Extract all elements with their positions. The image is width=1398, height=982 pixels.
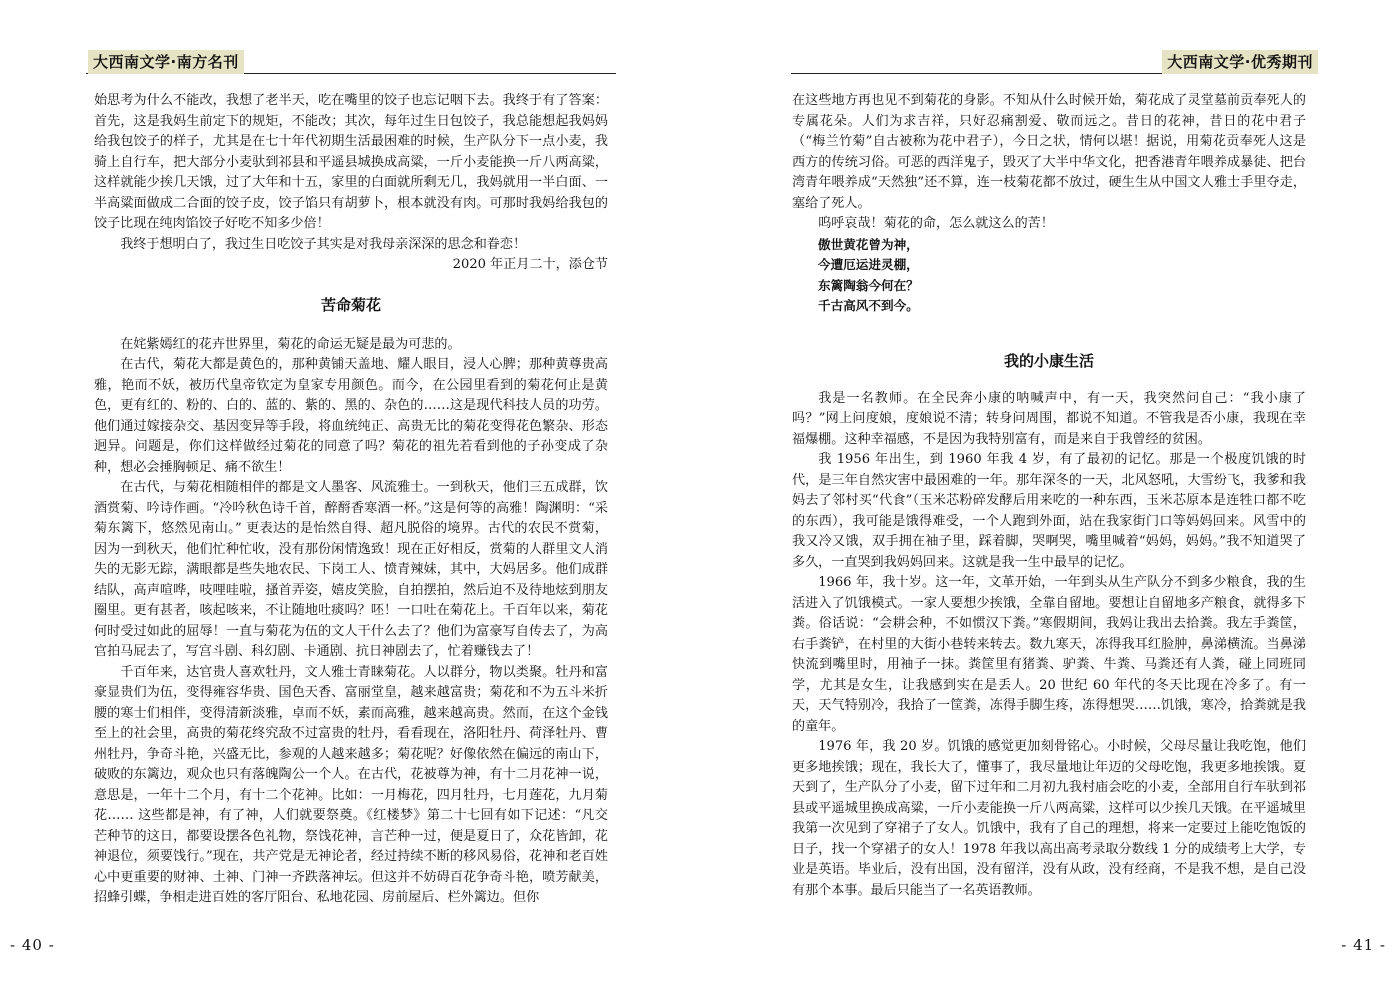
paragraph: 我 1956 年出生，到 1960 年我 4 岁，有了最初的记忆。那是一个极度饥饿的时代，是三年自然灾害中最困难的一年。那年深冬的一天，北风怒吼，大雪纷飞，我爹和我妈去了邻村买“代食”（玉米芯粉碎发酵后用来吃的一种东西，玉米芯原本是连牲口都不吃的东西），我可能是饿得难受，一个人跑到外面，站在我家街门口等妈妈回来。风雪中的我又冷又饿，双手拥在袖子里，踩着脚，哭啊哭，嘴里喊着“妈妈，妈妈。”我不知道哭了多久，一直哭到我妈妈回来。这就是我一生中最早的记忆。 bbox=[792, 452, 1306, 570]
left-header-title: 大西南文学·南方名刊 bbox=[88, 50, 244, 74]
right-page-body bbox=[792, 91, 1306, 901]
paragraph: 我是一名教师。在全民奔小康的呐喊声中，有一天，我突然问自己：“我小康了吗？”网上问度娘，度娘说不清；转身问周围，都说不知道。不管我是否小康，我现在幸福爆棚。这种幸福感，不是因为我特别富有，而是来自于我曾经的贫困。 bbox=[792, 390, 1306, 447]
paragraph: 在古代，与菊花相随相伴的都是文人墨客、风流雅士。一到秋天，他们三五成群，饮酒赏菊、吟诗作画。“冷吟秋色诗千首，醉酹香寒酒一杯。”这是何等的高雅！陶渊明：“采菊东篱下，悠然见南山。” 更表达的是怡然自得、超凡脱俗的境界。古代的农民不赏菊，因为一到秋天，他们忙种忙收，没有那份闲情逸致！现在正好相反，赏菊的人群里文人消失的无影无踪，满眼都是些失地农民、下岗工人、愤青辣妹，其中，大妈居多。他们成群结队，高声喧哗，吱哩哇啦，搔首弄姿，嬉皮笑脸，自拍摆拍，然后迫不及待地炫到朋友圈里。更有甚者，咳起咳来，不让随地吐痰吗？呸！一口吐在菊花上。千百年以来，菊花何时受过如此的屈辱！一直与菊花为伍的文人干什么去了？他们为富豪写自传去了，为高官拍马屁去了，写宫斗剧、科幻剧、卡通剧、抗日神剧去了，忙着赚钱去了！ bbox=[94, 480, 608, 659]
article-title: 苦命菊花 bbox=[320, 295, 381, 314]
poem bbox=[792, 235, 1306, 317]
paragraph: 始思考为什么不能改，我想了老半天，吃在嘴里的饺子也忘记咽下去。我终于有了答案：首先，这是我妈生前定下的规矩，不能改；其次，每年过生日包饺子，我总能想起我妈妈给我包饺子的样子，尤其是在七十年代初期生活最困难的时候，生产队分下一点小麦，我骑上自行车，把大部分小麦驮到祁县和平遥县城换成高粱，一斤小麦能换一斤八两高粱，这样就能少挨几天饿，过了大年和十五，家里的白面就所剩无几，我妈就用一半白面、一半高粱面做成二合面的饺子皮，饺子馅只有胡萝卜，根本就没有肉。可那时我妈给我包的饺子比现在纯肉馅饺子好吃不知多少倍！ bbox=[94, 93, 608, 231]
paragraph: 1976 年，我 20 岁。饥饿的感觉更加刻骨铭心。小时候，父母尽量让我吃饱，他们更多地挨饿；现在，我长大了，懂事了，我尽量地让年迈的父母吃饱，我更多地挨饿。夏天到了，生产队分了小麦，留下过年和二月初九我村庙会吃的小麦，全部用自行车驮到祁县或平遥城里换成高粱，一斤小麦能换一斤八两高粱，这样可以少挨几天饿。在平遥城里我第一次见到了穿裙子了女人。饥饿中，我有了自己的理想，将来一定要过上能吃饱饭的日子，找一个穿裙子的女人！1978 年我以高出高考录取分数线 1 分的成绩考上大学，专业是英语。毕业后，没有出国，没有留洋，没有从政，没有经商，不是我不想，是自己没有那个本事。最后只能当了一名英语教师。 bbox=[792, 739, 1307, 898]
paragraph: 千百年来，达官贵人喜欢牡丹，文人雅士青睐菊花。人以群分，物以类聚。牡丹和富豪显贵们为伍，变得雍容华贵、国色天香、富丽堂皇，越来越富贵；菊花和不为五斗米折腰的寒士们相伴，变得清新淡雅，卓而不妖，素而高雅，越来越高贵。然而，在这个金钱至上的社会里，高贵的菊花终究敌不过富贵的牡丹，看看现在，洛阳牡丹、荷泽牡丹、曹州牡丹，争奇斗艳，兴盛无比，参观的人越来越多；菊花呢？好像依然在偏远的南山下，破败的东篱边，观众也只有落魄陶公一个人。在古代，花被尊为神，有十二月花神一说，意思是，一年十二个月，有十二个花神。比如：一月梅花，四月牡丹，七月莲花，九月菊花…… 这些都是神，有了神，人们就要祭奠。《红楼梦》第二十七回有如下记述：“凡交芒种节的这日，都要设摆各色礼物，祭饯花神，言芒种一过，便是夏日了，众花皆卸，花神退位，须要饯行。”现在，共产党是无神论者，经过持续不断的移风易俗，花神和老百姓心中更重要的财神、土神、门神一齐跌落神坛。但这并不妨碍百花争奇斗艳，喷芳献美，招蜂引蝶，争相走进百姓的客厅阳台、私地花园、房前屋后、栏外篱边。但你 bbox=[94, 664, 608, 905]
poem-line: 傲世黄花曾为神， bbox=[818, 236, 919, 252]
right-header-title: 大西南文学·优秀期刊 bbox=[1162, 50, 1318, 74]
paragraph: 在姹紫嫣红的花卉世界里，菊花的命运无疑是最为可悲的。 bbox=[120, 336, 461, 352]
page-number: - 41 - bbox=[1341, 936, 1386, 954]
right-page bbox=[699, 0, 1398, 982]
paragraph: 1966 年，我十岁。这一年，文革开始，一年到头从生产队分不到多少粮食，我的生活进入了饥饿模式。一家人要想少挨饿，全靠自留地。要想让自留地多产粮食，就得多下粪。俗话说：“会耕会种，不如惯汉下粪。”寒假期间，我妈让我出去拾粪。我左手粪筐，右手粪铲，在村里的大街小巷转来转去。数九寒天，冻得我耳红脸肿，鼻涕横流。当鼻涕快流到嘴里时，用袖子一抹。粪筐里有猪粪、驴粪、牛粪、马粪还有人粪，碰上同班同学，尤其是女生，让我感到实在是丢人。20 世纪 60 年代的冬天比现在冷多了。有一天，天气特别冷，我拾了一筐粪，冻得手脚生疼，冻得想哭……饥饿，寒冷，拾粪就是我的童年。 bbox=[792, 575, 1306, 734]
left-page-body bbox=[94, 91, 608, 909]
signature-date: 2020 年正月二十，添仓节 bbox=[452, 257, 608, 272]
paragraph: 在这些地方再也见不到菊花的身影。不知从什么时候开始，菊花成了灵堂墓前贡奉死人的专属花朵。人们为求吉祥，只好忍痛割爱、敬而远之。昔日的花神，昔日的花中君子（“梅兰竹菊”自古被称为花中君子），今日之状，情何以堪！据说，用菊花贡奉死人这是西方的传统习俗。可恶的西洋鬼子，毁灭了大半中华文化，把香港青年喂养成暴徒、把台湾青年喂养成“天然独”还不算，连一枝菊花都不放过，硬生生从中国文人雅士手里夺走，塞给了死人。 bbox=[792, 93, 1306, 211]
page-number: - 40 - bbox=[10, 936, 55, 954]
poem-line: 东篱陶翁今何在？ bbox=[818, 277, 919, 293]
poem-line: 千古高风不到今。 bbox=[818, 298, 919, 313]
paragraph: 呜呼哀哉！菊花的命，怎么就这么的苦！ bbox=[818, 216, 1054, 231]
paragraph: 在古代，菊花大都是黄色的，那种黄铺天盖地、耀人眼目，浸人心脾；那种黄尊贵高雅，艳而不妖，被历代皇帝钦定为皇家专用颜色。而今，在公园里看到的菊花何止是黄色，更有红的、粉的、白的、蓝的、紫的、黑的、杂色的……这是现代科技人员的功劳。他们通过嫁接杂交、基因变异等手段，将血统纯正、高贵无比的菊花变得花色繁杂、形态迥异。问题是，你们这样做经过菊花的同意了吗？菊花的祖先若看到他的子孙变成了杂种，想必会捶胸顿足、痛不欲生！ bbox=[94, 357, 608, 475]
right-page-header bbox=[791, 48, 1318, 74]
poem-line: 今遭厄运进灵棚， bbox=[818, 257, 919, 272]
paragraph: 我终于想明白了，我过生日吃饺子其实是对我母亲深深的思念和眷恋！ bbox=[120, 236, 527, 252]
article-title: 我的小康生活 bbox=[1003, 351, 1094, 370]
left-page-header bbox=[86, 48, 616, 74]
